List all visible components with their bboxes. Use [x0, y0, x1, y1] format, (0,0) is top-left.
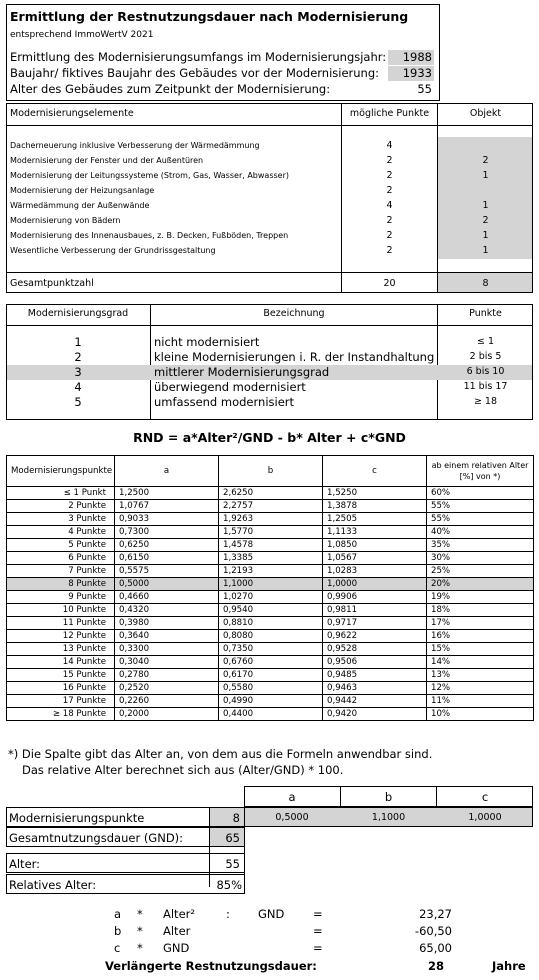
- result-3-term: GND: [163, 941, 190, 955]
- grade-points: 11 bis 17: [463, 381, 508, 392]
- table-cell: 1,2193: [219, 565, 323, 578]
- table-cell: 0,9506: [323, 656, 427, 669]
- table-cell: 0,4660: [115, 591, 219, 604]
- table-cell: 0,6760: [219, 656, 323, 669]
- grade-header-grade: Modernisierungsgrad: [27, 308, 129, 319]
- table-cell: 0,6170: [219, 669, 323, 682]
- total-label: Gesamtpunktzahl: [10, 278, 94, 289]
- table-cell: 11 Punkte: [7, 617, 115, 630]
- calc-points-label: Modernisierungspunkte: [9, 811, 145, 825]
- age-at-modernization-value: 55: [417, 82, 432, 96]
- table-cell: 1,0000: [323, 578, 427, 591]
- table-cell: 16 Punkte: [7, 682, 115, 695]
- table-row: [7, 695, 534, 708]
- calc-col-b: b: [384, 790, 393, 804]
- result-2-eq: =: [313, 924, 323, 938]
- table-cell: 0,2000: [115, 708, 219, 721]
- grade-number: 5: [74, 395, 82, 409]
- modernization-year-value: 1988: [388, 50, 434, 65]
- result-2-op: *: [137, 924, 143, 938]
- table-cell: 6 Punkte: [7, 552, 115, 565]
- formula: RND = a*Alter²/GND - b* Alter + c*GND: [133, 430, 406, 445]
- table-cell: 0,9811: [323, 604, 427, 617]
- table-cell: 12 Punkte: [7, 630, 115, 643]
- points-table: [6, 455, 534, 721]
- table-cell: 1,0283: [323, 565, 427, 578]
- calc-col-a: a: [288, 790, 296, 804]
- table-cell: 0,5000: [115, 578, 219, 591]
- table-cell: 0,2260: [115, 695, 219, 708]
- result-1-colon: :: [226, 907, 230, 921]
- grade-header-desc: Bezeichnung: [263, 308, 325, 319]
- element-max-points: 2: [386, 230, 393, 241]
- points-table-header: Modernisierungspunkte: [7, 456, 115, 487]
- element-object-points[interactable]: 1: [482, 245, 489, 256]
- calc-rel-value: 85%: [216, 878, 242, 892]
- table-cell: 10%: [427, 708, 534, 721]
- points-table-header: b: [219, 456, 323, 487]
- table-cell: 0,7350: [219, 643, 323, 656]
- table-cell: 13%: [427, 669, 534, 682]
- element-max-points: 4: [386, 200, 393, 211]
- table-cell: 12%: [427, 682, 534, 695]
- footnote-line-1: *) Die Spalte gibt das Alter an, von dem aus die Formeln anwendbar sind.: [8, 747, 433, 761]
- table-row: [7, 617, 534, 630]
- table-cell: 1,2500: [115, 487, 219, 500]
- result-2-var: b: [114, 924, 122, 938]
- table-cell: 1,4578: [219, 539, 323, 552]
- table-cell: 0,7300: [115, 526, 219, 539]
- result-3-var: c: [114, 941, 121, 955]
- calc-points-value: 8: [232, 811, 240, 825]
- table-cell: 1,0270: [219, 591, 323, 604]
- table-cell: 40%: [427, 526, 534, 539]
- table-row: [7, 643, 534, 656]
- grade-points: ≤ 1: [476, 336, 495, 347]
- total-object: 8: [482, 278, 489, 289]
- element-name: Wärmedämmung der Außenwände: [10, 201, 150, 210]
- table-cell: 0,9033: [115, 513, 219, 526]
- table-cell: 35%: [427, 539, 534, 552]
- table-cell: 1,3385: [219, 552, 323, 565]
- result-3-value: 65,00: [419, 941, 452, 955]
- table-row: [7, 630, 534, 643]
- table-row: [7, 591, 534, 604]
- table-cell: 1,9263: [219, 513, 323, 526]
- points-table-header: ab einem relativen Alter [%] von *): [427, 456, 534, 487]
- table-cell: 14%: [427, 656, 534, 669]
- points-table-header: c: [323, 456, 427, 487]
- footnote-line-2: Das relative Alter berechnet sich aus (Alter/GND) * 100.: [22, 763, 344, 777]
- table-cell: ≤ 1 Punkt: [7, 487, 115, 500]
- calc-gnd-label: Gesamtnutzungsdauer (GND):: [9, 831, 184, 845]
- calc-b-value: 1,1000: [371, 812, 406, 823]
- table-cell: 9 Punkte: [7, 591, 115, 604]
- table-cell: 15 Punkte: [7, 669, 115, 682]
- grade-points: 2 bis 5: [469, 351, 502, 362]
- table-cell: 1,1000: [219, 578, 323, 591]
- grade-description: umfassend modernisiert: [154, 395, 295, 409]
- table-row: [7, 526, 534, 539]
- grade-number: 1: [74, 335, 82, 349]
- element-name: Modernisierung der Leitungssysteme (Strom, Gas, Wasser, Abwasser): [10, 171, 289, 180]
- table-row: [7, 708, 534, 721]
- table-cell: 8 Punkte: [7, 578, 115, 591]
- table-row: [7, 552, 534, 565]
- element-name: Modernisierung von Bädern: [10, 216, 121, 225]
- build-year-label: Baujahr/ fiktives Baujahr des Gebäudes vor der Modernisierung:: [10, 66, 380, 80]
- calc-gnd-value: 65: [225, 831, 240, 845]
- element-name: Modernisierung des Innenausbaues, z. B. Decken, Fußböden, Treppen: [10, 231, 289, 240]
- table-cell: 55%: [427, 513, 534, 526]
- elements-header-points: mögliche Punkte: [349, 108, 430, 119]
- table-cell: ≥ 18 Punkte: [7, 708, 115, 721]
- table-row: [7, 500, 534, 513]
- calc-rel-label: Relatives Alter:: [9, 878, 97, 892]
- element-object-points[interactable]: 1: [482, 200, 489, 211]
- table-cell: 0,4990: [219, 695, 323, 708]
- element-max-points: 2: [386, 245, 393, 256]
- result-3-op: *: [137, 941, 143, 955]
- table-cell: 7 Punkte: [7, 565, 115, 578]
- calc-c-value: 1,0000: [468, 812, 502, 823]
- result-1-op: *: [137, 907, 143, 921]
- table-cell: 2,2757: [219, 500, 323, 513]
- elements-header-name: Modernisierungselemente: [10, 108, 134, 119]
- result-2-term: Alter: [163, 924, 191, 938]
- element-max-points: 4: [386, 140, 393, 151]
- table-cell: 0,6250: [115, 539, 219, 552]
- table-cell: 0,5575: [115, 565, 219, 578]
- table-cell: 55%: [427, 500, 534, 513]
- element-object-points[interactable]: 1: [482, 230, 489, 241]
- table-cell: 17 Punkte: [7, 695, 115, 708]
- table-cell: 1,1133: [323, 526, 427, 539]
- grade-description: mittlerer Modernisierungsgrad: [154, 365, 330, 379]
- grade-description: kleine Modernisierungen i. R. der Instandhaltung: [154, 350, 435, 364]
- grade-points: 6 bis 10: [466, 366, 505, 377]
- final-label: Verlängerte Restnutzungsdauer:: [105, 959, 317, 973]
- calc-age-label: Alter:: [9, 857, 41, 871]
- table-row: [7, 604, 534, 617]
- table-cell: 5 Punkte: [7, 539, 115, 552]
- element-max-points: 2: [386, 215, 393, 226]
- table-row: [7, 565, 534, 578]
- table-cell: 0,8080: [219, 630, 323, 643]
- table-cell: 1,0567: [323, 552, 427, 565]
- grade-number: 2: [74, 350, 82, 364]
- table-cell: 3 Punkte: [7, 513, 115, 526]
- table-cell: 0,9717: [323, 617, 427, 630]
- result-3-eq: =: [313, 941, 323, 955]
- table-cell: 10 Punkte: [7, 604, 115, 617]
- table-cell: 0,9528: [323, 643, 427, 656]
- grade-description: nicht modernisiert: [154, 335, 260, 349]
- table-cell: 1,3878: [323, 500, 427, 513]
- table-cell: 0,8810: [219, 617, 323, 630]
- table-row: [7, 682, 534, 695]
- table-row: [7, 656, 534, 669]
- table-row: [7, 487, 534, 500]
- table-cell: 0,3300: [115, 643, 219, 656]
- calc-a-value: 0,5000: [275, 812, 309, 823]
- element-name: Dacherneuerung inklusive Verbesserung der Wärmedämmung: [10, 141, 260, 150]
- table-row: [7, 513, 534, 526]
- table-cell: 20%: [427, 578, 534, 591]
- table-cell: 1,0850: [323, 539, 427, 552]
- table-cell: 0,9463: [323, 682, 427, 695]
- age-at-modernization-label: Alter des Gebäudes zum Zeitpunkt der Modernisierung:: [10, 82, 331, 96]
- table-cell: 19%: [427, 591, 534, 604]
- table-cell: 1,2505: [323, 513, 427, 526]
- table-cell: 18%: [427, 604, 534, 617]
- table-cell: 2 Punkte: [7, 500, 115, 513]
- table-cell: 0,9485: [323, 669, 427, 682]
- grade-description: überwiegend modernisiert: [154, 380, 306, 394]
- points-table-header: a: [115, 456, 219, 487]
- table-row: [7, 578, 534, 591]
- table-cell: 17%: [427, 617, 534, 630]
- element-max-points: 2: [386, 155, 393, 166]
- table-cell: 0,9540: [219, 604, 323, 617]
- grade-points: ≥ 18: [473, 396, 498, 407]
- element-name: Modernisierung der Fenster und der Außentüren: [10, 156, 204, 165]
- table-cell: 0,5580: [219, 682, 323, 695]
- element-name: Modernisierung der Heizungsanlage: [10, 186, 155, 195]
- table-cell: 0,2780: [115, 669, 219, 682]
- page-title: Ermittlung der Restnutzungsdauer nach Modernisierung: [10, 9, 409, 24]
- table-cell: 0,4320: [115, 604, 219, 617]
- table-cell: 0,9442: [323, 695, 427, 708]
- table-cell: 0,9906: [323, 591, 427, 604]
- page-subtitle: entsprechend ImmoWertV 2021: [10, 30, 154, 40]
- calc-age-value: 55: [225, 857, 240, 871]
- table-cell: 1,5250: [323, 487, 427, 500]
- table-cell: 0,3980: [115, 617, 219, 630]
- result-1-div: GND: [258, 907, 285, 921]
- result-1-eq: =: [313, 907, 323, 921]
- table-cell: 0,2520: [115, 682, 219, 695]
- table-cell: 0,6150: [115, 552, 219, 565]
- table-cell: 0,3040: [115, 656, 219, 669]
- table-cell: 25%: [427, 565, 534, 578]
- element-object-points[interactable]: 1: [482, 170, 489, 181]
- result-1-term: Alter²: [163, 907, 195, 921]
- table-cell: 60%: [427, 487, 534, 500]
- element-max-points: 2: [386, 185, 393, 196]
- table-cell: 16%: [427, 630, 534, 643]
- table-cell: 15%: [427, 643, 534, 656]
- total-max: 20: [383, 278, 396, 289]
- result-1-var: a: [114, 907, 122, 921]
- final-value: 28: [427, 959, 444, 973]
- table-cell: 30%: [427, 552, 534, 565]
- elements-header-object: Objekt: [469, 108, 502, 119]
- element-max-points: 2: [386, 170, 393, 181]
- result-1-value: 23,27: [419, 907, 452, 921]
- grade-number: 4: [74, 380, 82, 394]
- table-cell: 4 Punkte: [7, 526, 115, 539]
- table-cell: 1,5770: [219, 526, 323, 539]
- table-cell: 0,9420: [323, 708, 427, 721]
- modernization-year-label: Ermittlung des Modernisierungsumfangs im Modernisierungsjahr:: [10, 50, 387, 64]
- table-cell: 13 Punkte: [7, 643, 115, 656]
- element-object-points[interactable]: 2: [482, 215, 489, 226]
- build-year-value: 1933: [388, 66, 434, 81]
- table-row: [7, 669, 534, 682]
- table-cell: 2,6250: [219, 487, 323, 500]
- table-cell: 0,4400: [219, 708, 323, 721]
- table-cell: 1,0767: [115, 500, 219, 513]
- table-row: [7, 539, 534, 552]
- table-cell: 14 Punkte: [7, 656, 115, 669]
- table-cell: 0,3640: [115, 630, 219, 643]
- result-2-value: -60,50: [414, 924, 452, 938]
- element-object-points[interactable]: 2: [482, 155, 489, 166]
- grade-header-points: Punkte: [469, 308, 502, 319]
- element-name: Wesentliche Verbesserung der Grundrissgestaltung: [10, 246, 216, 255]
- final-unit: Jahre: [492, 959, 526, 973]
- table-cell: 0,9622: [323, 630, 427, 643]
- table-cell: 11%: [427, 695, 534, 708]
- grade-number: 3: [74, 365, 82, 379]
- calc-col-c: c: [481, 790, 489, 804]
